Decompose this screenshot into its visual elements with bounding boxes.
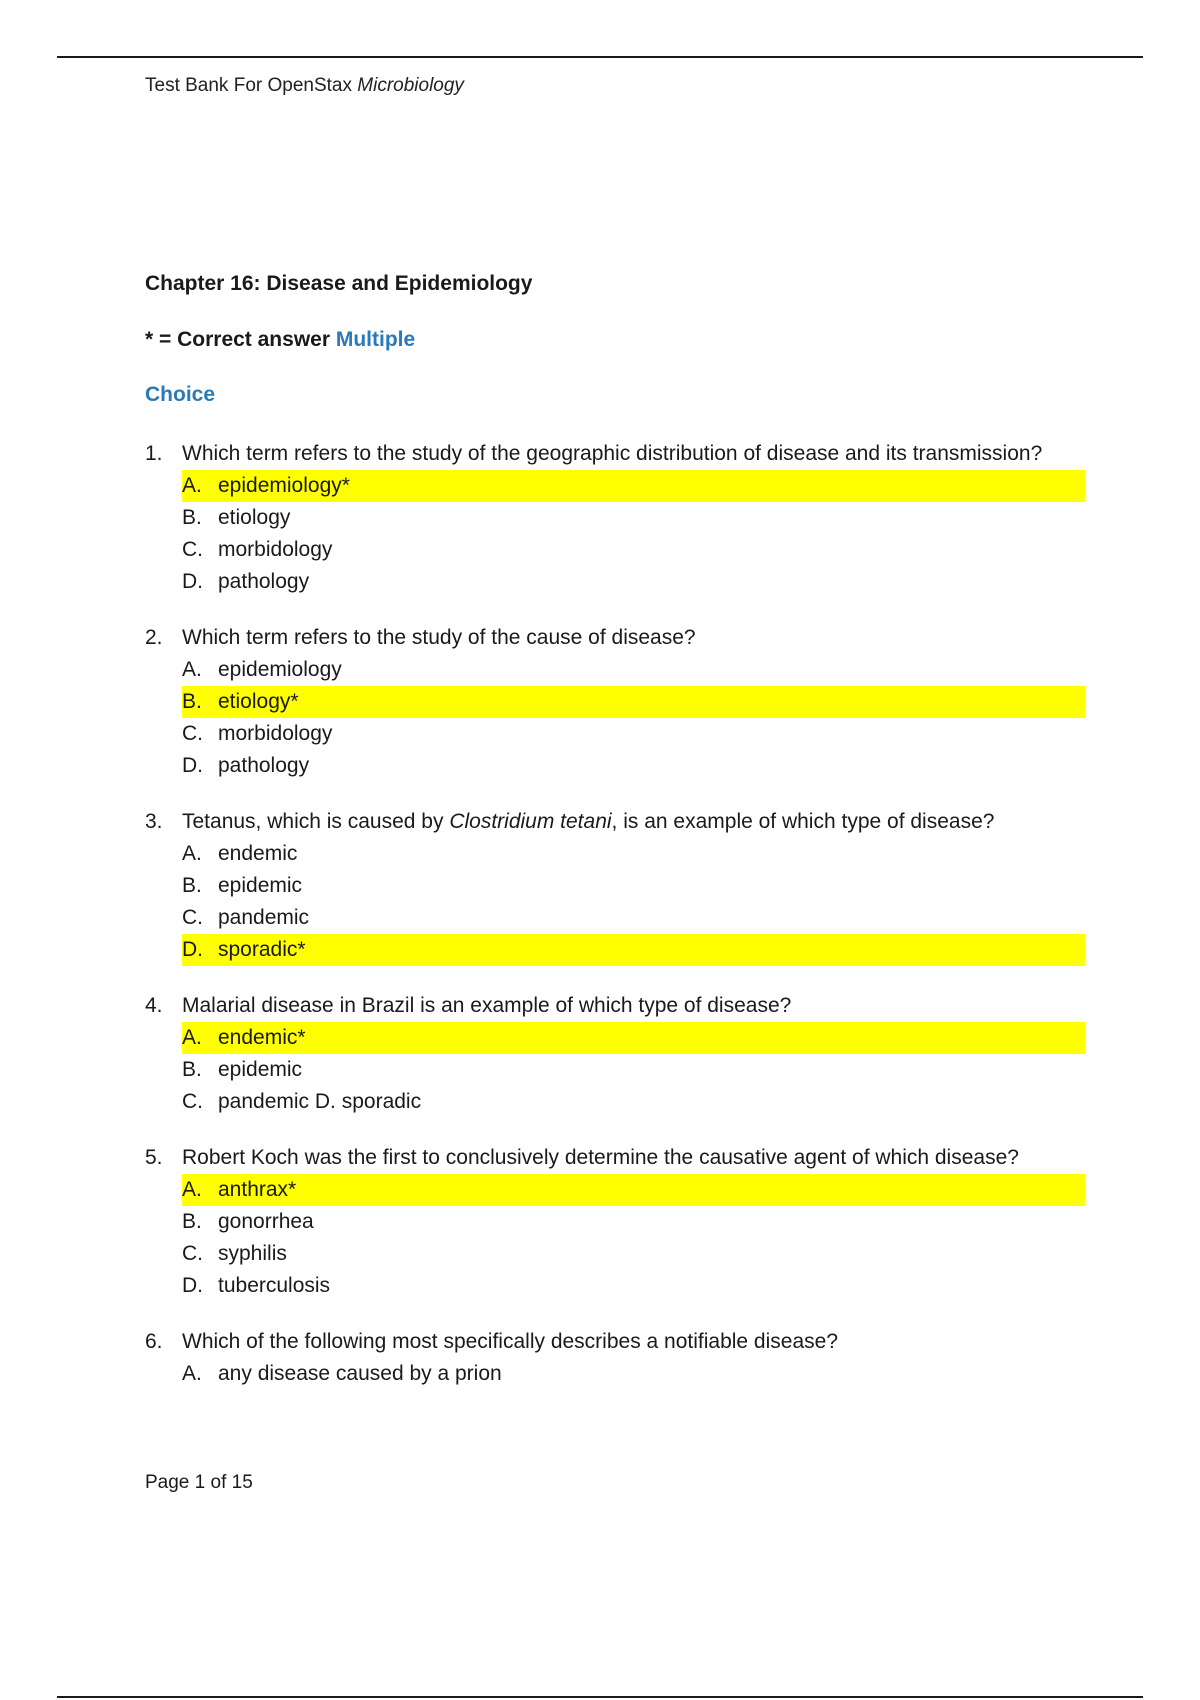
option-letter: B. <box>182 690 202 713</box>
option-letter: A. <box>182 1362 202 1385</box>
answer-option <box>182 1270 1085 1302</box>
option-text: sporadic* <box>218 938 306 961</box>
section-heading-choice[interactable]: Choice <box>145 383 216 406</box>
option-letter: C. <box>182 1090 203 1113</box>
option-letter: B. <box>182 1210 202 1233</box>
question-2 <box>145 622 1085 782</box>
option-text: syphilis <box>218 1242 287 1265</box>
question-stem: Robert Koch was the first to conclusively determine the causative agent of which disease? <box>182 1146 1019 1169</box>
answer-option <box>182 654 1085 686</box>
answer-option <box>182 470 1085 502</box>
answer-option <box>182 1238 1085 1270</box>
answer-option <box>182 1086 1085 1118</box>
question-5 <box>145 1142 1085 1302</box>
option-letter: D. <box>182 938 203 961</box>
answer-option <box>182 686 1085 718</box>
question-number: 1. <box>145 442 163 465</box>
answer-option <box>182 1206 1085 1238</box>
option-letter: A. <box>182 474 202 497</box>
question-number: 2. <box>145 626 163 649</box>
option-text: gonorrhea <box>218 1210 314 1233</box>
option-text: pathology <box>218 570 310 593</box>
page-number: Page 1 of 15 <box>145 1472 253 1493</box>
legend-text: * = Correct answer <box>145 328 336 351</box>
question-number: 3. <box>145 810 163 833</box>
question-4 <box>145 990 1085 1118</box>
running-header <box>145 75 464 97</box>
option-letter: B. <box>182 1058 202 1081</box>
answer-option <box>182 534 1085 566</box>
option-text: etiology <box>218 506 291 529</box>
option-letter: C. <box>182 1242 203 1265</box>
answer-option <box>182 1358 1085 1390</box>
option-text: morbidology <box>218 538 333 561</box>
header-book-title: Microbiology <box>357 75 464 96</box>
option-letter: B. <box>182 506 202 529</box>
question-1 <box>145 438 1085 598</box>
option-text: etiology* <box>218 690 299 713</box>
option-letter: C. <box>182 906 203 929</box>
option-text: anthrax* <box>218 1178 297 1201</box>
question-number: 6. <box>145 1330 163 1353</box>
answer-option <box>182 750 1085 782</box>
option-letter: B. <box>182 874 202 897</box>
legend-multiple-link[interactable]: Multiple <box>335 328 416 351</box>
option-letter: C. <box>182 722 203 745</box>
answer-option <box>182 1174 1085 1206</box>
option-letter: D. <box>182 570 203 593</box>
option-text: epidemic <box>218 1058 303 1081</box>
answer-option <box>182 838 1085 870</box>
option-text: epidemiology <box>218 658 342 681</box>
answer-option <box>182 1054 1085 1086</box>
answer-option <box>182 870 1085 902</box>
question-number: 4. <box>145 994 163 1017</box>
option-letter: D. <box>182 754 203 777</box>
option-text: endemic <box>218 842 298 865</box>
answer-option <box>182 934 1085 966</box>
question-stem: Which of the following most specifically describes a notifiable disease? <box>182 1330 838 1353</box>
answer-option <box>182 566 1085 598</box>
question-3 <box>145 806 1085 966</box>
top-rule <box>57 56 1143 58</box>
option-letter: A. <box>182 1178 202 1201</box>
question-number: 5. <box>145 1146 163 1169</box>
answer-option <box>182 502 1085 534</box>
answer-legend <box>145 328 415 352</box>
question-stem: Tetanus, which is caused by Clostridium tetani, is an example of which type of disease? <box>182 810 995 833</box>
answer-option <box>182 1022 1085 1054</box>
bottom-rule <box>57 1696 1143 1698</box>
option-text: endemic* <box>218 1026 306 1049</box>
answer-option <box>182 902 1085 934</box>
chapter-title: Chapter 16: Disease and Epidemiology <box>145 272 533 295</box>
question-stem: Which term refers to the study of the cause of disease? <box>182 626 696 649</box>
option-text: any disease caused by a prion <box>218 1362 502 1385</box>
option-letter: A. <box>182 658 202 681</box>
option-text: epidemiology* <box>218 474 350 497</box>
option-letter: A. <box>182 1026 202 1049</box>
answer-option <box>182 718 1085 750</box>
header-prefix: Test Bank For OpenStax <box>145 75 358 96</box>
question-stem: Malarial disease in Brazil is an example of which type of disease? <box>182 994 792 1017</box>
option-letter: A. <box>182 842 202 865</box>
option-text: epidemic <box>218 874 303 897</box>
option-text: pandemic <box>218 906 310 929</box>
option-letter: D. <box>182 1274 203 1297</box>
option-text: pandemic D. sporadic <box>218 1090 422 1113</box>
organism-name: Clostridium tetani <box>449 810 612 833</box>
option-text: tuberculosis <box>218 1274 331 1297</box>
question-list <box>145 438 1085 1414</box>
question-stem: Which term refers to the study of the geographic distribution of disease and its transmission? <box>182 442 1043 465</box>
question-6 <box>145 1326 1085 1390</box>
option-letter: C. <box>182 538 203 561</box>
option-text: pathology <box>218 754 310 777</box>
option-text: morbidology <box>218 722 333 745</box>
